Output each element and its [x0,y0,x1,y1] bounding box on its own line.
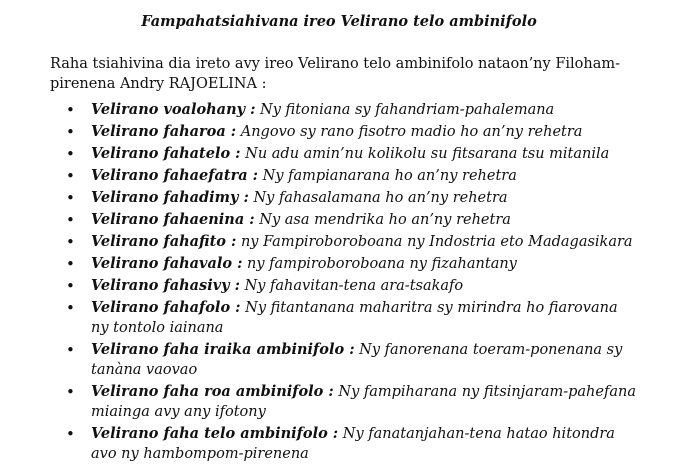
decree-name: Velirano fahaefatra : [91,167,259,184]
decree-name: Velirano fahafito : [91,233,237,250]
decree-item [0,210,678,230]
decree-item [0,276,678,296]
decree-list [0,100,678,466]
decree-text: ny Fampiroboroboana ny Indostria eto Madagasikara [240,234,633,250]
decree-item [0,144,678,164]
decree-name: Velirano fahatelo : [91,145,241,162]
decree-item [0,298,678,338]
decree-name: Velirano faha roa ambinifolo : [91,383,334,400]
decree-name: Velirano faharoa : [91,123,237,140]
decree-text: Ny fampianarana ho an’ny rehetra [262,168,517,184]
decree-name: Velirano fahasivy : [91,277,240,294]
decree-item [0,166,678,186]
decree-name: Velirano faha iraika ambinifolo : [91,341,355,358]
decree-text: Ny fitoniana sy fahandriam-pahalemana [260,102,555,118]
decree-name: Velirano fahadimy : [91,189,249,206]
decree-text: ny fampiroboroboana ny fizahantany [247,256,517,272]
decree-text: Nu adu amin’nu kolikolu su fitsarana tsu mitanila [245,146,610,162]
decree-name: Velirano faha telo ambinifolo : [91,425,339,442]
decree-text: Ny fanatanjahan-tena hatao hitondra avo ny hambompom-pirenena [91,426,615,462]
decree-item [0,340,678,380]
decree-item [0,122,678,142]
decree-item [0,254,678,274]
intro-paragraph: Raha tsiahivina dia ireto avy ireo Velirano telo ambinifolo nataon’ny Filoham-pirenena Andry RAJOELINA : [50,56,621,92]
decree-text: Ny fahavitan-tena ara-tsakafo [244,278,464,294]
decree-text: Ny fitantanana maharitra sy mirindra ho fiarovana ny tontolo iainana [91,300,618,336]
decree-item [0,424,678,464]
decree-name: Velirano fahavalo : [91,255,243,272]
decree-text: Ny fanorenana toeram-ponenana sy tanàna vaovao [91,342,623,378]
decree-name: Velirano voalohany : [91,101,256,118]
decree-item [0,232,678,252]
decree-name: Velirano fahaenina : [91,211,255,228]
decree-text: Ny asa mendrika ho an’ny rehetra [259,212,511,228]
document-title: Fampahatsiahivana ireo Velirano telo ambinifolo [141,13,537,30]
decree-text: Ny fampiharana ny fitsinjaram-pahefana miainga avy any ifotony [91,384,636,420]
decree-text: Angovo sy rano fisotro madio ho an’ny rehetra [240,124,583,140]
decree-item [0,100,678,120]
decree-name: Velirano fahafolo : [91,299,241,316]
decree-item [0,188,678,208]
decree-text: Ny fahasalamana ho an’ny rehetra [253,190,508,206]
decree-item [0,382,678,422]
